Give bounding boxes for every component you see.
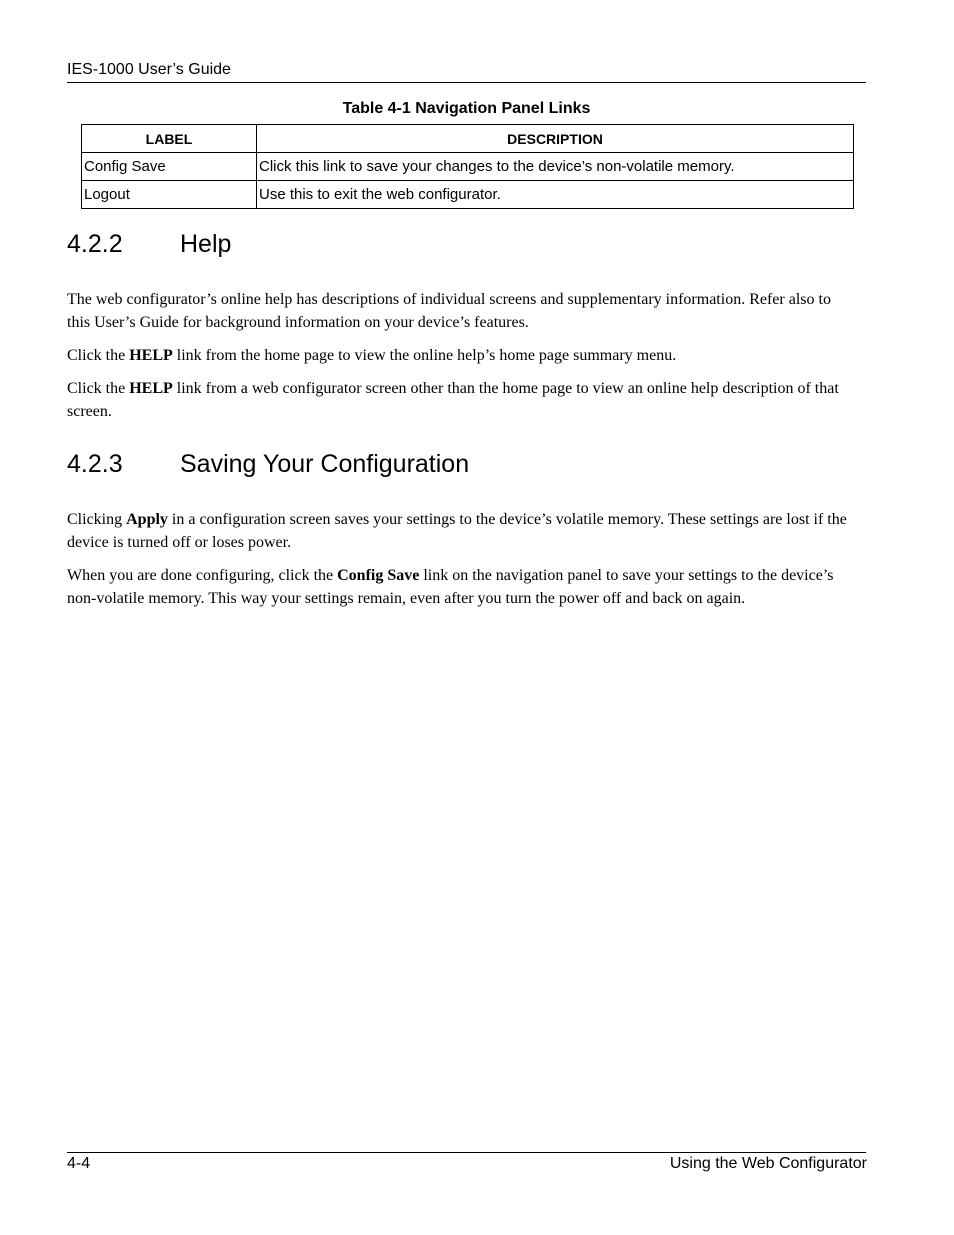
table-header-row	[82, 125, 854, 153]
navigation-links-table	[81, 124, 854, 209]
column-header-label: LABEL	[82, 125, 257, 153]
page-number: 4-4	[67, 1155, 91, 1172]
text-run: Click the	[67, 347, 130, 364]
text-run: link from the home page to view the online help’s home page summary menu.	[172, 347, 677, 364]
table-row	[82, 153, 854, 181]
running-header: IES-1000 User’s Guide	[67, 61, 231, 78]
bold-term: Config Save	[337, 567, 420, 584]
footer-rule	[67, 1152, 866, 1153]
paragraph	[67, 344, 857, 367]
section-heading-help	[67, 230, 231, 259]
column-header-description: DESCRIPTION	[257, 125, 854, 153]
table-caption: Table 4-1 Navigation Panel Links	[342, 100, 591, 117]
table-cell-label: Config Save	[82, 153, 257, 181]
table-cell-label: Logout	[82, 181, 257, 209]
chapter-title: Using the Web Configurator	[669, 1155, 867, 1172]
text-run: Clicking	[67, 511, 127, 528]
text-run: link from a web configurator screen other than the home page to view an online help description of that screen.	[67, 380, 839, 420]
section-heading-saving-configuration	[67, 450, 469, 479]
table-row	[82, 181, 854, 209]
text-run: in a configuration screen saves your settings to the device’s volatile memory. These settings are lost if the device is turned off or loses power.	[67, 511, 847, 551]
header-rule	[67, 82, 866, 83]
text-run: Click the	[67, 380, 130, 397]
section-number: 4.2.3	[67, 450, 123, 478]
paragraph	[67, 564, 857, 610]
text-run: The web configurator’s online help has descriptions of individual screens and supplementary information. Refer also to this User’s Guide for background information on your device’s features.	[67, 291, 831, 331]
bold-term: HELP	[129, 347, 173, 364]
bold-term: HELP	[129, 380, 173, 397]
paragraph	[67, 288, 857, 334]
bold-term: Apply	[126, 511, 168, 528]
table-cell-description: Use this to exit the web configurator.	[257, 181, 854, 209]
paragraph	[67, 508, 857, 554]
table-cell-description: Click this link to save your changes to the device’s non-volatile memory.	[257, 153, 854, 181]
section-title: Help	[180, 230, 232, 258]
text-run: link on the navigation panel to save your settings to the device’s non-volatile memory. This way your settings remain, even after you turn the power off and back on again.	[67, 567, 834, 607]
section-title: Saving Your Configuration	[180, 450, 470, 478]
paragraph	[67, 377, 857, 423]
section-number: 4.2.2	[67, 230, 123, 258]
text-run: When you are done configuring, click the	[67, 567, 338, 584]
